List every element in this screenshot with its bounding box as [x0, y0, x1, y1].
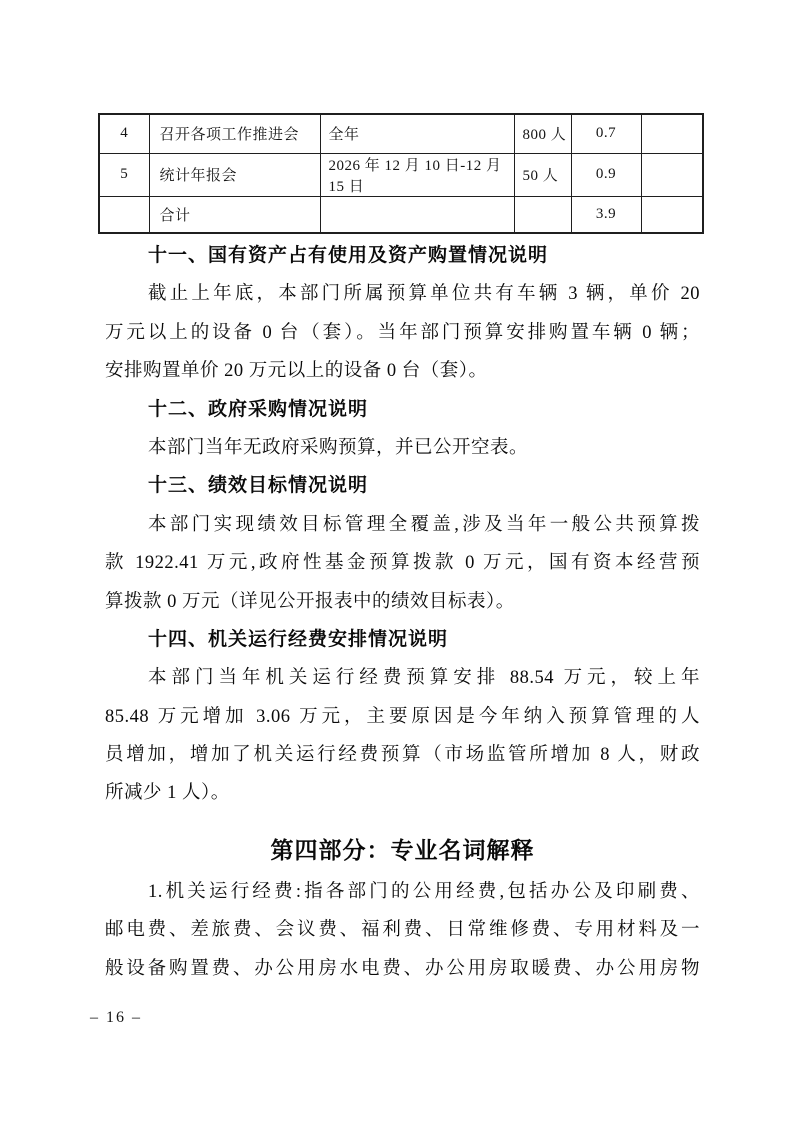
- table-cell-time: [320, 196, 514, 233]
- body-line: 万元以上的设备 0 台（套）。当年部门预算安排购置车辆 0 辆；: [105, 322, 700, 343]
- table-cell-note: [641, 114, 703, 153]
- table-row: [99, 114, 703, 153]
- body-line: 本部门实现绩效目标管理全覆盖,涉及当年一般公共预算拨: [148, 514, 700, 535]
- body-line: 安排购置单价 20 万元以上的设备 0 台（套）。: [105, 361, 488, 382]
- table-cell-people: 50 人: [514, 153, 571, 196]
- body-line: 款 1922.41 万元,政府性基金预算拨款 0 万元，国有资本经营预: [105, 553, 700, 574]
- body-line: 邮电费、差旅费、会议费、福利费、日常维修费、专用材料及一: [105, 920, 700, 941]
- table-cell-no: 5: [99, 153, 149, 196]
- section-13-heading: 十三、绩效目标情况说明: [148, 475, 369, 497]
- body-line: 所减少 1 人）。: [105, 783, 230, 804]
- body-line: 截止上年底，本部门所属预算单位共有车辆 3 辆，单价 20: [148, 284, 700, 305]
- body-line: 85.48 万元增加 3.06 万元，主要原因是今年纳入预算管理的人: [105, 706, 700, 727]
- page-number: – 16 –: [90, 1009, 142, 1026]
- body-line: 本部门当年无政府采购预算，并已公开空表。: [148, 437, 529, 458]
- body-line: 般设备购置费、办公用房水电费、办公用房取暖费、办公用房物: [105, 958, 700, 979]
- table-cell-name: 召开各项工作推进会: [149, 114, 320, 153]
- table-cell-time: 2026 年 12 月 10 日-12 月 15 日: [320, 153, 514, 196]
- table-cell-no: [99, 196, 149, 233]
- table-cell-people: [514, 196, 571, 233]
- table-cell-amount: 0.7: [571, 114, 641, 153]
- table-row: [99, 153, 703, 196]
- table-cell-name: 合计: [149, 196, 320, 233]
- document-body-text: [105, 237, 700, 988]
- table-cell-time: 全年: [320, 114, 514, 153]
- table-row: [99, 196, 703, 233]
- part-4-title: 第四部分：专业名词解释: [270, 837, 535, 863]
- meeting-budget-table: [98, 113, 704, 234]
- body-line: 本部门当年机关运行经费预算安排 88.54 万元，较上年: [148, 668, 700, 689]
- table-cell-name: 统计年报会: [149, 153, 320, 196]
- table-body: [99, 114, 703, 233]
- body-line: 员增加，增加了机关运行经费预算（市场监管所增加 8 人，财政: [105, 745, 700, 766]
- table-cell-note: [641, 153, 703, 196]
- table-cell-amount: 3.9: [571, 196, 641, 233]
- table-cell-amount: 0.9: [571, 153, 641, 196]
- section-11-heading: 十一、国有资产占有使用及资产购置情况说明: [148, 245, 549, 266]
- table-cell-note: [641, 196, 703, 233]
- body-line: 1.机关运行经费:指各部门的公用经费,包括办公及印刷费、: [148, 881, 700, 902]
- table-cell-no: 4: [99, 114, 149, 153]
- section-12-heading: 十二、政府采购情况说明: [148, 398, 369, 420]
- section-14-heading: 十四、机关运行经费安排情况说明: [148, 628, 449, 650]
- body-line: 算拨款 0 万元（详见公开报表中的绩效目标表）。: [105, 591, 515, 612]
- table-cell-people: 800 人: [514, 114, 571, 153]
